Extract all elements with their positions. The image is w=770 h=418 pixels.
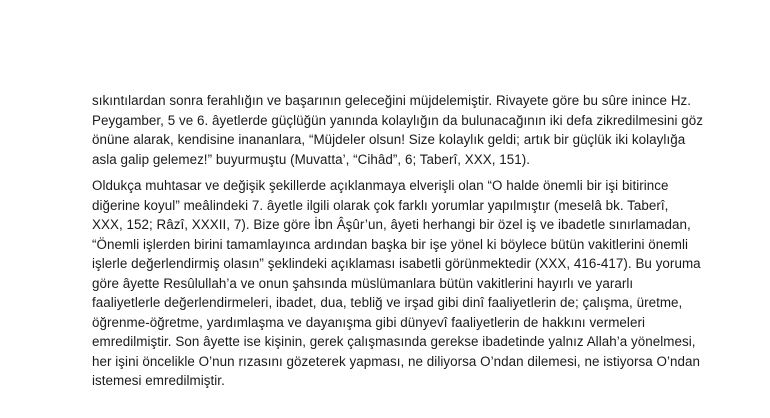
text-line: emredilmiştir. Son âyette ise kişinin, gerek çalışmasında gerekse ibadetinde yalnız Allah’a yönelmesi, [92,334,696,349]
text-line: XXX, 152; Râzî, XXXII, 7). Bize göre İbn Âşûr’un, âyeti herhangi bir özel iş ve ibadetle sınırlamadan, [92,217,691,232]
text-line: Oldukça muhtasar ve değişik şekillerde açıklanmaya elverişli olan “O halde önemli bir işi bitirince [92,178,669,193]
text-line: her işini öncelikle O’nun rızasını gözeterek yapması, ne diliyorsa O’ndan dilemesi, ne istiyorsa O’ndan [92,353,701,369]
paragraph-2 [92,176,701,391]
text-line: faaliyetlerle değerlendirmeleri, ibadet, dua, tebliğ ve irşad gibi dinî faaliyetlerin de; çalışma, üretme, [92,295,683,310]
text-line: istemesi emredilmiştir. [92,373,225,388]
text-line: diğerine koyul” meâlindeki 7. âyetle ilgili olarak çok farklı yorumlar yapılmıştır (meselâ bk. Taberî, [92,197,669,213]
text-line: Peygamber, 5 ve 6. âyetlerde güçlüğün yanında kolaylığın da bulunacağının iki defa zikredilmesini göz [92,112,703,128]
text-line: göre âyette Resûlullah’a ve onun şahsında müslümanlara bütün vakitlerini hayırlı ve yararlı [92,275,634,291]
text-line: asla galip gelemez!” buyurmuştu (Muvatta’, “Cihâd”, 6; Taberî, XXX, 151). [92,151,531,167]
text-line: “Önemli işlerden birini tamamlayınca ardından başka bir işe yönel ki böylece bütün vakitlerini önemli [92,236,689,252]
text-line: önüne alarak, kendisine inananlara, “Müjdeler olsun! Size kolaylık geldi; artık bir güçlük iki kolaylığa [92,132,686,147]
paragraph-1 [92,91,703,169]
text-line: sıkıntılardan sonra ferahlığın ve başarının geleceğini müjdelemiştir. Rivayete göre bu sûre inince Hz. [92,93,692,108]
text-line: öğrenme-öğretme, yardımlaşma ve dayanışma gibi dünyevî faaliyetlerin de hakkını vermeleri [92,314,645,330]
text-line: işlerle değerlendirmiş olasın” şeklindeki açıklaması isabetli görünmektedir (XXX, 416-417). Bu yoruma [92,256,701,271]
